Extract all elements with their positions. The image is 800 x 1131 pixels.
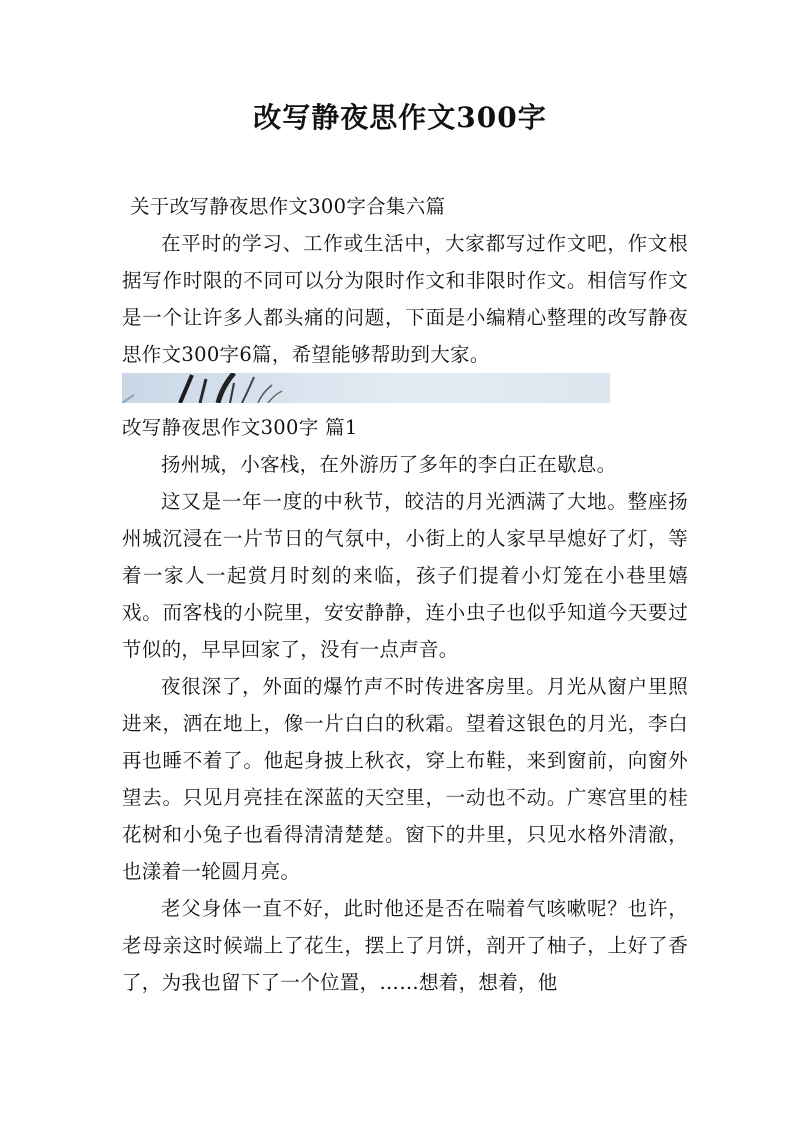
illustration-sketch: [122, 373, 610, 403]
intro-paragraph: 在平时的学习、工作或生活中，大家都写过作文吧，作文根据写作时限的不同可以分为限时作文和非限时作文。相信写作文是一个让许多人都头痛的问题，下面是小编精心整理的改写静夜思作文300字6篇，希望能够帮助到大家。: [122, 232, 688, 366]
body-paragraph: 老父身体一直不好，此时他还是否在喘着气咳嗽呢？也许，老母亲这时候端上了花生，摆上了月饼，剖开了柚子，上好了香了，为我也留下了一个位置，……想着，想着，他: [122, 897, 688, 994]
body-paragraph: 扬州城，小客栈，在外游历了多年的李白正在歇息。: [161, 453, 617, 476]
illustration-image: [122, 373, 610, 403]
body-paragraph: 夜很深了，外面的爆竹声不时传进客房里。月光从窗户里照进来，洒在地上，像一片白白的秋霜。望着这银色的月光，李白再也睡不着了。他起身披上秋衣，穿上布鞋，来到窗前，向窗外望去。只见月亮挂在深蓝的天空里，一动也不动。广寒宫里的桂花树和小兔子也看得清清楚楚。窗下的井里，只见水格外清澈，也漾着一轮圆月亮。: [122, 675, 688, 883]
document-title: 改写静夜思作文300字: [253, 101, 547, 134]
body-paragraph: 这又是一年一度的中秋节，皎洁的月光洒满了大地。整座扬州城沉浸在一片节日的气氛中，小街上的人家早早熄好了灯，等着一家人一起赏月时刻的来临，孩子们提着小灯笼在小巷里嬉戏。而客栈的小院里，安安静静，连小虫子也似乎知道今天要过节似的，早早回家了，没有一点声音。: [122, 490, 688, 661]
document-subtitle: 关于改写静夜思作文300字合集六篇: [130, 195, 446, 218]
document-body: [122, 188, 688, 1001]
section-heading: 改写静夜思作文300字 篇1: [122, 416, 358, 439]
